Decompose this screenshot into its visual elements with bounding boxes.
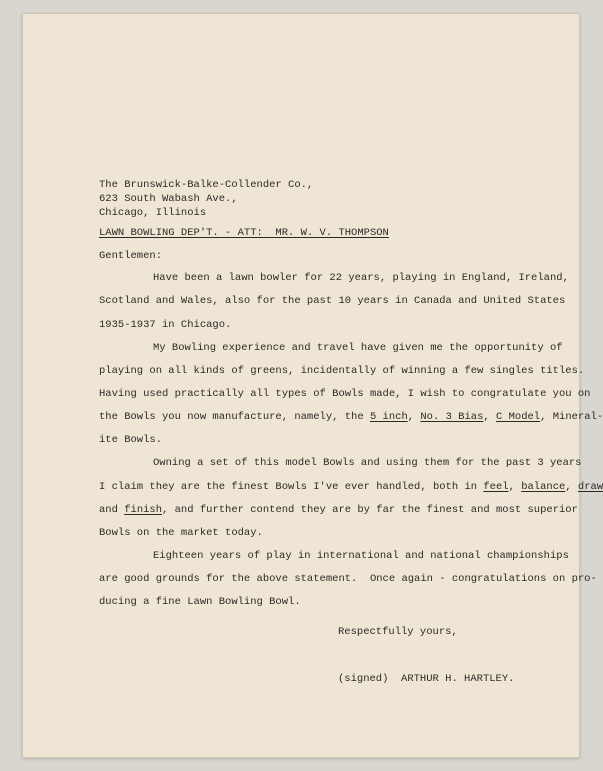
paragraph-2-line-1: My Bowling experience and travel have given me the opportunity of	[153, 342, 563, 354]
quality-finish: finish	[124, 504, 163, 516]
paragraph-1-line-3: 1935-1937 in Chicago.	[99, 319, 232, 331]
paragraph-3-line-3	[99, 505, 578, 517]
paragraph-1-line-2: Scotland and Wales, also for the past 10 years in Canada and United States	[99, 295, 566, 307]
paragraph-3-line-2	[99, 482, 603, 494]
paragraph-4-line-2: are good grounds for the above statement. Once again - congratulations on pro-	[99, 573, 597, 585]
p3-l3-text-b: , and further contend they are by far the finest and most superior	[162, 504, 578, 516]
address-line-1: The Brunswick-Balke-Collender Co.,	[99, 179, 314, 191]
paragraph-4-line-1: Eighteen years of play in international and national championships	[153, 550, 569, 562]
paragraph-2-line-5: ite Bowls.	[99, 434, 163, 446]
closing: Respectfully yours,	[338, 626, 458, 638]
spec-size: 5 inch	[369, 411, 408, 423]
p3-l2-sep-1: ,	[508, 481, 522, 493]
paragraph-4-line-3: ducing a fine Lawn Bowling Bowl.	[99, 596, 301, 608]
quality-balance: balance	[521, 481, 566, 493]
spec-bias: No. 3 Bias	[420, 411, 484, 423]
p3-l2-sep-2: ,	[565, 481, 578, 493]
spec-model: C Model	[496, 411, 541, 423]
signature-block	[338, 674, 514, 686]
paragraph-2-line-3: Having used practically all types of Bowls made, I wish to congratulate you on	[99, 388, 591, 400]
address-line-3: Chicago, Illinois	[99, 207, 207, 219]
salutation: Gentlemen:	[99, 250, 163, 262]
p3-l2-text-a: I claim they are the finest Bowls I've ever handled, both in	[99, 481, 484, 493]
paragraph-1-line-1: Have been a lawn bowler for 22 years, playing in England, Ireland,	[153, 272, 569, 284]
p2-l4-sep-2: ,	[483, 411, 496, 423]
signer-name: ARTHUR H. HARTLEY.	[401, 673, 515, 685]
p2-l4-sep-3: , Mineral-	[540, 411, 603, 423]
address-line-2: 623 South Wabash Ave.,	[99, 193, 238, 205]
p3-l3-text-a: and	[99, 504, 125, 516]
paragraph-3-line-1: Owning a set of this model Bowls and using them for the past 3 years	[153, 457, 582, 469]
p2-l4-sep-1: ,	[407, 411, 421, 423]
p2-l4-text-a: the Bowls you now manufacture, namely, the	[99, 411, 370, 423]
paragraph-2-line-2: playing on all kinds of greens, incidentally of winning a few singles titles.	[99, 365, 585, 377]
quality-feel: feel	[483, 481, 509, 493]
signed-label: (signed)	[338, 673, 389, 685]
paragraph-2-line-4	[99, 412, 603, 424]
letter-page	[22, 13, 603, 758]
attention-line: LAWN BOWLING DEP'T. - ATT: MR. W. V. THOMPSON	[99, 227, 389, 239]
quality-draw: draw	[577, 481, 603, 493]
paragraph-3-line-4: Bowls on the market today.	[99, 527, 263, 539]
